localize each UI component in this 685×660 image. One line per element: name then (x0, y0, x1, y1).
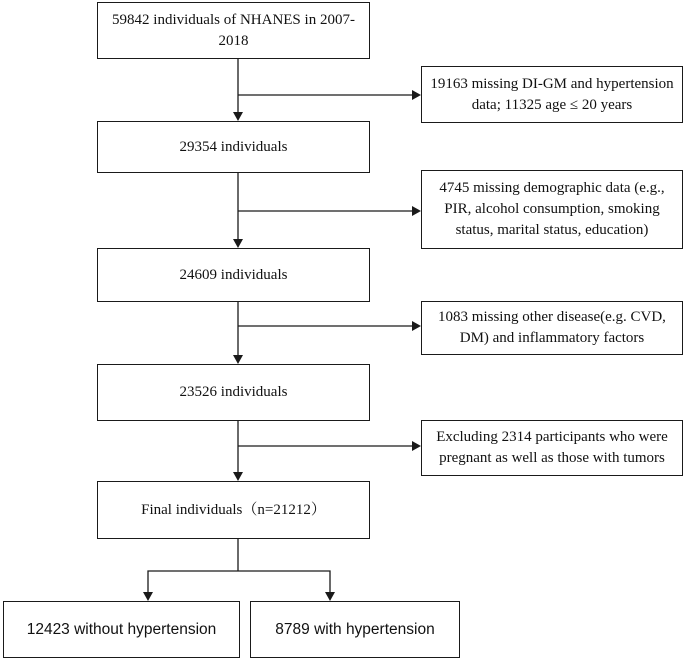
arrowhead-e1 (412, 90, 421, 100)
box-exclusion-1-label: 19163 missing DI-GM and hypertension data; 11325 age ≤ 20 years (430, 75, 674, 113)
arrowhead-with (325, 592, 335, 601)
box-n2 (97, 248, 370, 302)
box-with-hypertension (250, 601, 460, 658)
box-start (97, 2, 370, 59)
split-bar (148, 571, 330, 592)
box-final (97, 481, 370, 539)
box-without-hypertension (3, 601, 240, 658)
box-final-label: Final individuals（n=21212） (141, 501, 326, 518)
box-exclusion-3-label: 1083 missing other disease(e.g. CVD, DM) and inflammatory factors (438, 309, 666, 346)
arrowhead-without (143, 592, 153, 601)
box-exclusion-4-label: Excluding 2314 participants who were pregnant as well as those with tumors (436, 429, 668, 466)
box-n1 (97, 121, 370, 173)
arrowhead-n3 (233, 355, 243, 364)
box-with-hypertension-label: 8789 with hypertension (275, 621, 435, 638)
box-n3-label: 23526 individuals (179, 384, 288, 400)
arrowhead-e2 (412, 206, 421, 216)
box-exclusion-4 (421, 420, 683, 476)
arrowhead-e3 (412, 321, 421, 331)
arrowhead-final (233, 472, 243, 481)
box-without-hypertension-label: 12423 without hypertension (26, 621, 217, 638)
box-start-label: 59842 individuals of NHANES in 2007-2018 (112, 11, 355, 49)
box-exclusion-2-label: 4745 missing demographic data (e.g., PIR, alcohol consumption, smoking status, marital status, education) (439, 180, 665, 238)
box-exclusion-3 (421, 301, 683, 355)
arrowhead-e4 (412, 441, 421, 451)
box-exclusion-1 (421, 66, 683, 123)
box-exclusion-2 (421, 170, 683, 249)
box-n3 (97, 364, 370, 421)
box-n2-label: 24609 individuals (179, 266, 288, 283)
box-n1-label: 29354 individuals (179, 138, 288, 155)
arrowhead-n1 (233, 112, 243, 121)
arrowhead-n2 (233, 239, 243, 248)
